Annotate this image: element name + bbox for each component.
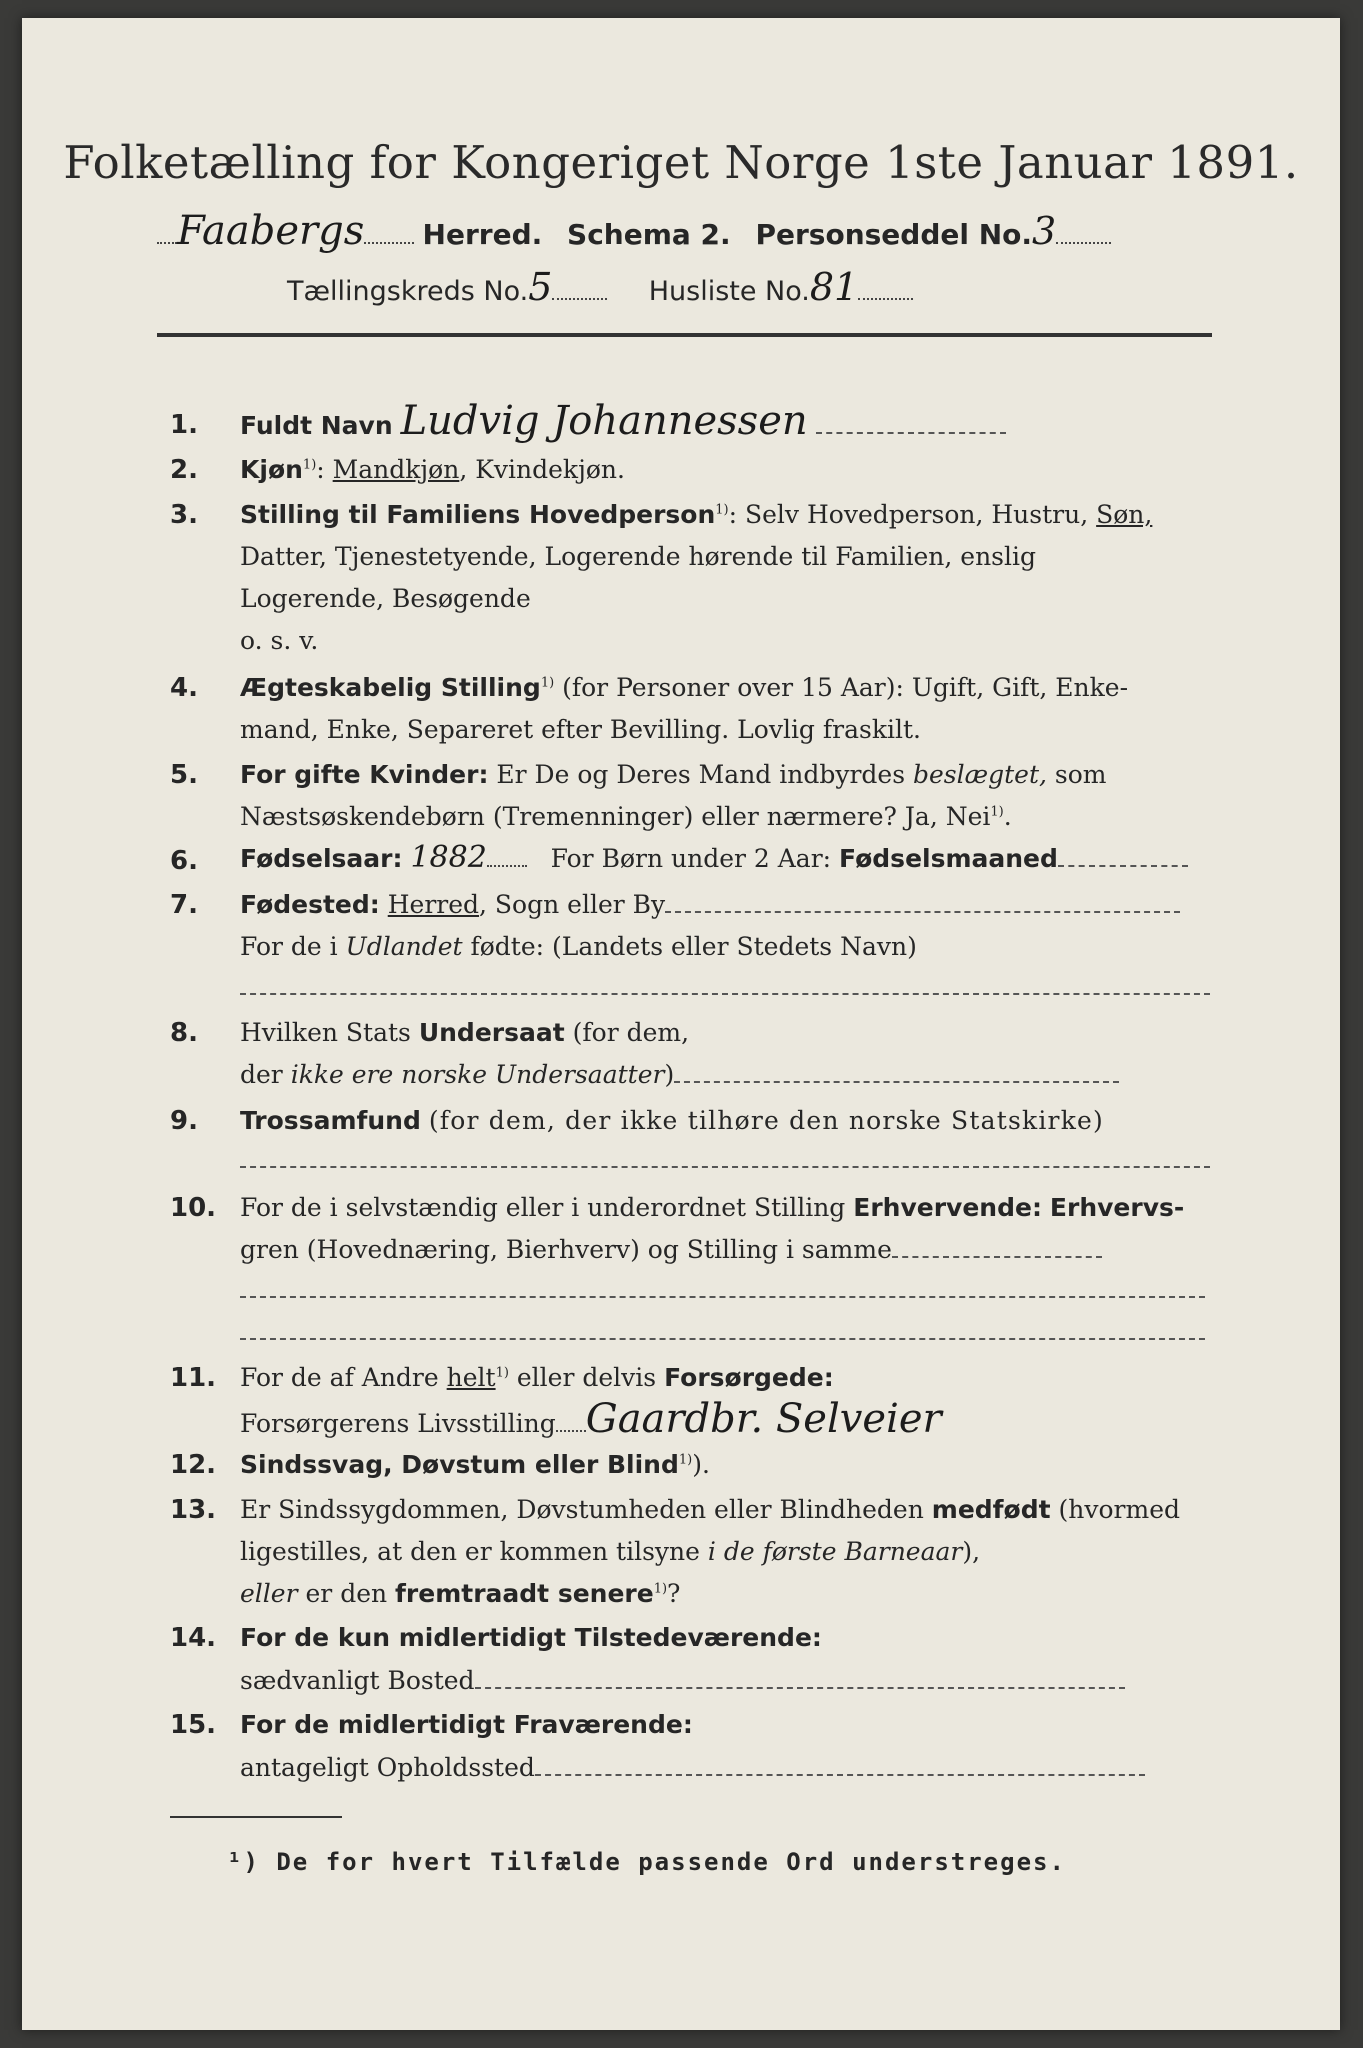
item-10-erhvervs: Erhvervs-	[1049, 1193, 1185, 1222]
item-3-line-2: Datter, Tjenestetyende, Logerende hørende til Familien, enslig	[240, 542, 1037, 571]
item-13-sup: 1)	[653, 1581, 668, 1597]
item-13-question: ?	[667, 1579, 681, 1608]
item-14-label: For de kun midlertidigt Tilstedeværende:	[240, 1623, 822, 1652]
item-13-ligestilles: ligestilles, at den er kommen tilsyne	[240, 1537, 700, 1566]
item-3-options-a: : Selv Hovedperson, Hustru,	[728, 500, 1089, 529]
item-3-sup: 1)	[715, 502, 729, 518]
item-11-forsorgede: Forsørgede:	[664, 1363, 834, 1392]
item-6	[240, 840, 1188, 875]
item-9-number: 9.	[170, 1106, 198, 1136]
item-8-der: der	[240, 1060, 283, 1089]
item-2-sup: 1)	[302, 457, 317, 473]
item-10-line-2	[240, 1235, 1102, 1264]
item-13-eller: eller	[240, 1579, 298, 1608]
herred-line	[157, 208, 1111, 254]
item-2-kvindekjon: , Kvindekjøn.	[459, 455, 625, 484]
item-12-label: Sindssvag, Døvstum eller Blind	[240, 1450, 679, 1479]
item-4-line-2: mand, Enke, Separeret efter Bevilling. Lovlig fraskilt.	[240, 715, 921, 744]
item-5-end: .	[1003, 802, 1012, 831]
item-2-colon: :	[316, 455, 325, 484]
footnote-rule	[170, 1816, 342, 1818]
item-11-line-2	[240, 1396, 942, 1442]
item-2-mandkjon: Mandkjøn	[332, 455, 460, 484]
form-title: Folketælling for Kongeriget Norge 1ste Januar 1891.	[63, 136, 1299, 189]
husliste-label: Husliste No.	[648, 276, 810, 307]
item-13-barneaar: i de første Barneaar	[707, 1537, 963, 1566]
item-2-label: Kjøn	[240, 455, 303, 484]
item-8-line-1	[240, 1018, 689, 1047]
item-4-number: 4.	[170, 673, 198, 703]
item-10-erhvervende: Erhvervende:	[853, 1193, 1042, 1222]
item-13-line-3	[240, 1579, 680, 1608]
item-12-number: 12.	[170, 1450, 217, 1480]
item-9-blank-line	[240, 1166, 1210, 1168]
item-1-label: Fuldt Navn	[240, 411, 393, 440]
item-6-fodselsmaaned: Fødselsmaaned	[839, 844, 1058, 873]
item-11-delvis: eller delvis	[516, 1363, 657, 1392]
item-5-label: For gifte Kvinder:	[240, 760, 489, 789]
item-8-line-2	[240, 1060, 1119, 1089]
item-9-text: (for dem, der ikke tilhøre den norske Statskirke)	[428, 1106, 1104, 1135]
item-14-line-2	[240, 1666, 1125, 1695]
item-2-number: 2.	[170, 455, 198, 485]
item-3-number: 3.	[170, 500, 198, 530]
item-10-blank-line-2	[240, 1338, 1205, 1340]
item-7-line-1	[240, 890, 1180, 919]
herred-value: Faabergs	[177, 208, 365, 254]
item-7-for-de-i: For de i	[240, 932, 338, 961]
item-15-opholdssted: antageligt Opholdssted	[240, 1753, 535, 1782]
item-11-line-1	[240, 1363, 834, 1392]
item-1	[240, 398, 1006, 444]
item-8-for-dem: (for dem,	[572, 1018, 690, 1047]
item-14-bosted: sædvanligt Bosted	[240, 1666, 475, 1695]
item-5-number: 5.	[170, 760, 198, 790]
item-10-number: 10.	[170, 1193, 217, 1223]
item-12-end: ).	[692, 1450, 710, 1479]
item-5-beslaegtet: beslægtet,	[913, 760, 1047, 789]
item-1-number: 1.	[170, 410, 198, 440]
personseddel-label: Personseddel No.	[755, 218, 1033, 251]
item-3-line-3: Logerende, Besøgende	[240, 584, 531, 613]
item-8-undersaat: Undersaat	[418, 1018, 565, 1047]
footnote: ¹) De for hvert Tilfælde passende Ord understreges.	[227, 1848, 1066, 1876]
item-14-line-1	[240, 1623, 822, 1652]
item-13-medfodt: medfødt	[931, 1495, 1051, 1524]
item-11-number: 11.	[170, 1363, 217, 1393]
item-7-line-2	[240, 932, 917, 961]
item-3-son: Søn,	[1096, 500, 1153, 529]
item-13-senere: fremtraadt senere	[395, 1579, 654, 1608]
item-3-line-4: o. s. v.	[240, 626, 319, 655]
item-2	[240, 455, 625, 484]
item-4-line-1	[240, 673, 1128, 702]
item-7-sogn: , Sogn eller By	[479, 890, 666, 919]
item-5-question: Er De og Deres Mand indbyrdes	[496, 760, 906, 789]
item-6-born-under: For Børn under 2 Aar:	[550, 844, 832, 873]
husliste-value: 81	[809, 265, 859, 309]
herred-label: Herred.	[422, 218, 543, 251]
item-9	[240, 1106, 1104, 1135]
item-3-label: Stilling til Familiens Hovedperson	[240, 500, 716, 529]
item-1-value: Ludvig Johannessen	[400, 398, 808, 444]
item-15-label: For de midlertidigt Fraværende:	[240, 1710, 693, 1739]
item-4-sup: 1)	[540, 675, 555, 691]
item-7-blank-line	[240, 993, 1210, 995]
kreds-value: 5	[528, 265, 553, 309]
census-form-page	[22, 18, 1340, 2030]
item-4-options-a: (for Personer over 15 Aar): Ugift, Gift, Enke-	[562, 673, 1129, 702]
item-15-line-2	[240, 1753, 1145, 1782]
kreds-label: Tællingskreds No.	[287, 276, 529, 307]
item-10-gren: gren (Hovednæring, Bierhverv) og Stilling i samme	[240, 1235, 892, 1264]
item-4-label: Ægteskabelig Stilling	[240, 673, 541, 702]
item-7-fodte: fødte: (Landets eller Stedets Navn)	[470, 932, 917, 961]
item-10-blank-line-1	[240, 1296, 1205, 1298]
item-11-for-de-af: For de af Andre	[240, 1363, 439, 1392]
personseddel-value: 3	[1032, 209, 1057, 253]
item-3-line-1	[240, 500, 1152, 529]
item-5-line-2	[240, 802, 1012, 831]
item-12-sup: 1)	[678, 1452, 693, 1468]
item-11-helt: helt	[446, 1363, 496, 1392]
item-13-hvormed: (hvormed	[1058, 1495, 1181, 1524]
kreds-line	[287, 265, 913, 309]
item-13-line-2	[240, 1537, 980, 1566]
item-8-ikke-norske: ikke ere norske Undersaatter	[290, 1060, 665, 1089]
item-7-label: Fødested:	[240, 890, 380, 919]
item-10-text-a: For de i selvstændig eller i underordnet Stilling	[240, 1193, 846, 1222]
item-5-options: Næstsøskendebørn (Tremenninger) eller nærmere? Ja, Nei	[240, 802, 991, 831]
item-11-value: Gaardbr. Selveier	[585, 1396, 942, 1442]
item-7-udlandet: Udlandet	[345, 932, 463, 961]
item-15-line-1	[240, 1710, 693, 1739]
item-11-livsstilling: Forsørgerens Livsstilling	[240, 1409, 556, 1438]
item-8-number: 8.	[170, 1018, 198, 1048]
item-13-number: 13.	[170, 1495, 217, 1525]
item-13-text-a: Er Sindssygdommen, Døvstumheden eller Blindheden	[240, 1495, 924, 1524]
schema-label: Schema 2.	[567, 218, 731, 251]
item-13-line-1	[240, 1495, 1180, 1524]
item-6-value: 1882	[410, 840, 487, 875]
item-8-hvilken-stats: Hvilken Stats	[240, 1018, 411, 1047]
item-13-line2-end: ),	[962, 1537, 981, 1566]
item-12	[240, 1450, 710, 1479]
item-11-sup: 1)	[495, 1365, 509, 1381]
item-14-number: 14.	[170, 1623, 217, 1653]
item-7-herred: Herred	[387, 890, 480, 919]
item-5-som: som	[1054, 760, 1107, 789]
item-7-number: 7.	[170, 890, 198, 920]
item-13-er-den: er den	[305, 1579, 388, 1608]
item-6-label: Fødselsaar:	[240, 844, 403, 873]
item-10-line-1	[240, 1193, 1184, 1222]
item-5-sup: 1)	[990, 804, 1004, 820]
item-15-number: 15.	[170, 1710, 217, 1740]
item-6-number: 6.	[170, 846, 198, 876]
item-8-close: )	[664, 1060, 675, 1089]
item-9-label: Trossamfund	[240, 1106, 421, 1135]
header-rule	[157, 333, 1212, 337]
item-5-line-1	[240, 760, 1107, 789]
